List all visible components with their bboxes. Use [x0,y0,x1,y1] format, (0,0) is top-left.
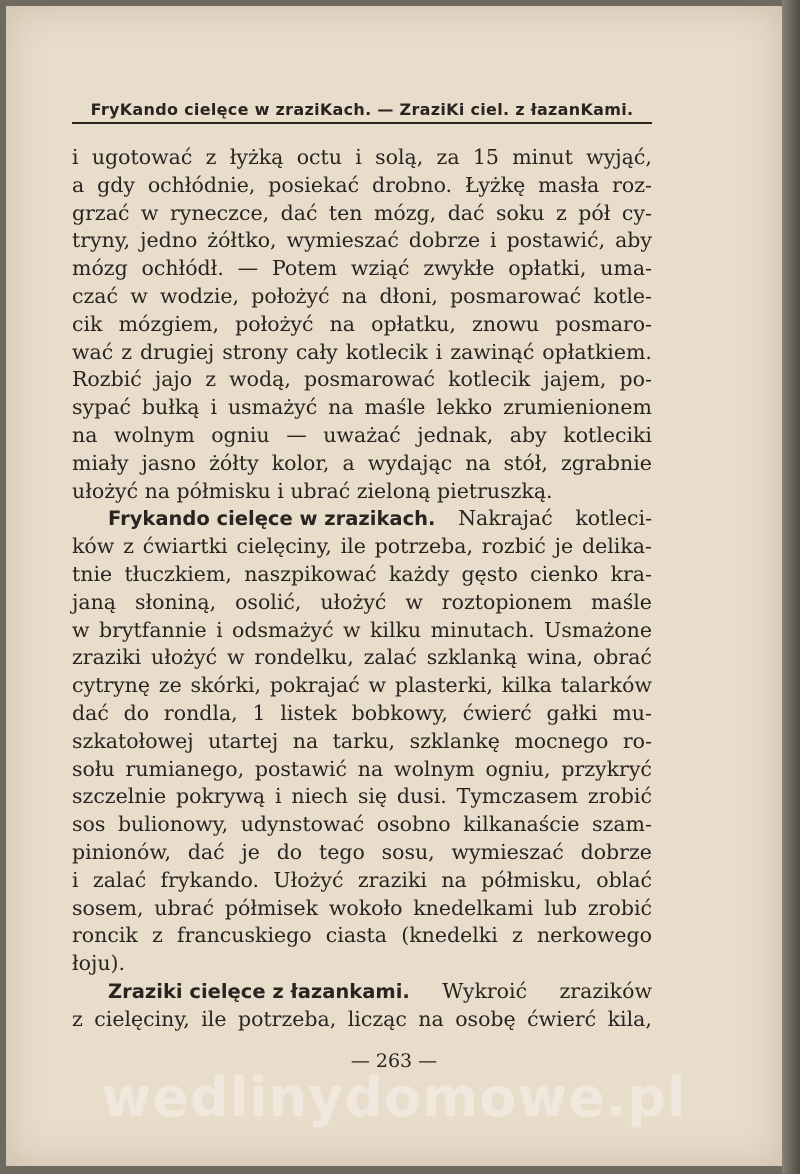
word: oblać [596,867,652,892]
word: wokoło [328,895,403,920]
word: każdy [388,561,450,586]
word: szczelnie [72,784,167,809]
text-line [72,756,652,784]
word: masła [538,172,600,197]
word: z [555,200,567,225]
text-line [72,839,652,867]
word: kotleciki [563,422,652,447]
text-line [72,589,652,617]
word: półmisek [224,895,319,920]
text-line [72,672,652,700]
word: przykryć [561,756,652,781]
word: za [436,145,460,169]
text-line [72,339,652,367]
word: aby [509,422,547,447]
word: ro- [622,728,652,753]
word: mu- [612,700,652,725]
word: w [226,645,245,670]
word: posmarować [303,367,436,392]
text-line [72,366,652,394]
word: znowu [472,311,540,336]
word: cały [295,339,338,364]
word: listek [280,700,337,725]
word: wyjąć, [586,145,652,169]
word: aby [615,228,652,253]
word: i [72,867,79,892]
word: dobrze [580,839,652,864]
word: uważać [323,422,401,447]
word: roztopionem [441,589,573,614]
word: kotlecik [345,339,428,364]
text-line [72,478,652,506]
word: rondelku, [254,645,354,670]
word: wodzie, [160,283,240,308]
word: Potem [271,256,338,281]
word: frykando. [160,867,259,892]
word: do [276,839,303,864]
word: kila, [607,1006,652,1031]
word: (knedelki [401,923,498,948]
word: słoniną, [134,589,217,614]
word: ćwierć [527,1006,597,1031]
word: tego [318,839,365,864]
word: żółtko, [207,228,277,253]
word: kilkanaście [463,812,580,837]
word: z [511,923,523,948]
word: bobkowy, [351,700,448,725]
word: osobę [455,1006,516,1031]
word: pinionów, [72,839,171,864]
word: lekko [436,395,493,420]
word: się [357,784,388,809]
word: tryny, [72,228,131,253]
text-line [72,394,652,422]
word: sosu, [381,839,435,864]
word: dać [447,200,485,225]
word: z [123,534,134,559]
word: ułożyć na półmisku i ubrać zieloną pietruszką. [72,478,553,503]
word: szklankę [409,728,500,753]
word: na [72,422,98,447]
word: je [554,534,574,559]
word: Usmażone [544,617,652,642]
word: posmarować [450,283,582,308]
word: usmażyć [227,395,318,420]
word: łyżką [229,145,284,169]
word: utartej [208,728,279,753]
word: zraziki [72,645,142,670]
word: minut [512,145,573,169]
word: potrzeba, [237,1006,337,1031]
word: ćwiartki [142,534,228,559]
word: na [441,867,467,892]
word: francuskiego [177,923,312,948]
word: dłoni, [379,283,438,308]
text-line [72,950,652,978]
text-line [72,922,652,950]
word: 1 [252,700,266,725]
text-line [72,283,652,311]
word: bulionowy, [117,812,229,837]
word: tnie [72,561,113,586]
text-line [72,1006,652,1034]
word: na [329,311,356,336]
word: ugotować [91,145,193,169]
word: opłatkiem. [542,339,652,364]
word: ubrać [154,895,215,920]
word: ochłódnie, [147,172,256,197]
text-line [72,422,652,450]
word: położyć [251,283,330,308]
word: gdy [97,172,135,197]
word: grzać [72,200,130,225]
text-line [72,200,652,228]
word: ile [201,1006,227,1031]
word: jednak, [417,422,494,447]
text-line [72,700,652,728]
word: wydając [367,450,453,475]
word: sołu [72,756,115,781]
word: bułką [141,395,200,420]
word: czać [72,283,118,308]
word: lub [544,895,578,920]
word: w [140,200,159,225]
word: na [328,395,354,420]
text-line [72,895,652,923]
text-line [72,811,652,839]
word: miały [72,450,129,475]
word: roz- [612,172,652,197]
word: i [490,228,497,253]
word: i [355,145,362,169]
text-line [72,561,652,589]
word: zrobić [587,895,652,920]
word: delika- [581,534,652,559]
page-number: — 263 — [350,1050,438,1072]
word: w [342,617,361,642]
text-line [72,227,652,255]
word: w [368,673,387,698]
word: postawić, [506,228,606,253]
word: cy- [621,200,652,225]
word: brytfannie [98,617,207,642]
word: na [341,283,368,308]
word: osolić, [235,589,302,614]
word: mózg [72,256,128,281]
word: po- [619,367,652,392]
word: jedno [140,228,198,253]
word: nerkowego [536,923,652,948]
word: rondla, [163,700,238,725]
word: i [72,145,79,169]
book-spine-edge [782,0,800,1174]
word: jajo [154,367,193,392]
book-page [6,6,782,1166]
word: soku [496,200,545,225]
word: dobrze [408,228,481,253]
text-line [72,450,652,478]
word: 15 [472,145,499,169]
word: kilka [501,673,552,698]
word: szkatołowej [72,728,194,753]
word: posiekać [268,172,360,197]
word: cienko [530,561,599,586]
word: ze [158,673,182,698]
word: położyć [235,311,314,336]
word: kotlecik [448,367,531,392]
word: ciasta [325,923,388,948]
word: w [72,617,90,642]
word: skórki, [190,673,262,698]
word: pół [578,200,611,225]
word: pokrywą [176,784,266,809]
word: tłuczkiem, [124,561,232,586]
word: uma- [600,256,652,281]
word: ków [72,534,115,559]
word: cielęciny, [236,534,332,559]
word: szam- [592,812,652,837]
word: kotle- [593,283,652,308]
paragraph-heading-line [72,505,652,533]
word: wziąć [350,256,410,281]
word: ułożyć [151,645,218,670]
word: i [216,617,223,642]
word: talarków [560,673,652,698]
word: knedelkami [413,895,534,920]
word: licząc [347,1006,407,1031]
word: zrobić [587,784,652,809]
word: — [237,256,259,281]
word: zalać [363,645,417,670]
word: je [241,839,260,864]
word: gęsto [461,561,518,586]
word: wymieszać [451,839,564,864]
word: dusi. [396,784,447,809]
watermark: wedlinydomowe.pl [101,1066,687,1129]
word: mocnego [514,728,609,753]
recipe-heading: Frykando cielęce w zrazikach. [108,507,436,531]
word: ogniu [211,422,270,447]
word: i [274,784,282,809]
word: i [435,339,443,364]
word: do [123,700,150,725]
word: ułożyć [320,589,387,614]
word: minutach. [430,617,535,642]
word: Tymczasem [456,784,578,809]
word: jajem, [543,367,607,392]
word: ten [328,200,363,225]
word: zwykłe [423,256,495,281]
word: rozbić [481,534,546,559]
word: a [72,172,85,197]
word: niech [291,784,348,809]
word: ryneczce, [169,200,270,225]
word: cytrynę [72,673,151,698]
word: Łyżkę [464,172,526,197]
word: obrać [592,645,652,670]
word: wina, [527,645,584,670]
word: z [152,923,163,948]
word: z [205,367,217,392]
word: jasno [141,450,197,475]
word: na [292,728,319,753]
word: sypać [72,395,131,420]
word: opłatku, [371,311,456,336]
running-header: FryKando cielęce w zraziKach. — ZraziKi ciel. z łazanKami. [90,100,634,119]
word: osobno [376,812,451,837]
word: dać [280,200,318,225]
word: z [205,145,217,169]
word: wać [72,339,114,364]
word: gałki [546,700,598,725]
text-line [72,311,652,339]
text-line [72,144,652,172]
word: maśle [364,395,426,420]
word: dać [72,700,109,725]
word: dać [187,839,225,864]
word: zrazików [559,978,652,1003]
word: cik [72,311,103,336]
word: mózg, [373,200,437,225]
word: cielęciny, [94,1006,190,1031]
word: tarku, [332,728,396,753]
word: Ułożyć [273,867,344,892]
word: w [130,283,148,308]
word: stół, [503,450,548,475]
word: zawinąć [450,339,535,364]
word: Rozbić [72,367,142,392]
text-line [72,172,652,200]
word: ile [340,534,366,559]
word: ochłódł. [141,256,224,281]
word: półmisku, [481,867,582,892]
body-text [72,144,652,1034]
word: solą, [375,145,424,169]
text-line [72,533,652,561]
text-line [72,867,652,895]
text-line [72,255,652,283]
word: kilku [369,617,422,642]
word: posmaro- [555,311,652,336]
word: ćwierć [462,700,532,725]
word: opłatki, [508,256,587,281]
header-rule [72,122,652,124]
word: na [465,450,491,475]
word: łoju). [72,951,126,976]
word: maśle [591,589,652,614]
text-line [72,783,652,811]
word: octu [296,145,342,169]
word: a [342,450,355,475]
word: na [418,1006,444,1031]
text-line [72,728,652,756]
word: ogniu, [485,756,551,781]
word: zalać [92,867,147,892]
paragraph-heading-line [72,978,652,1006]
word: sosem, [72,895,144,920]
word: roncik [72,923,138,948]
word: naszpikować [244,561,377,586]
word: na [357,756,384,781]
text-line [72,617,652,645]
word: kotleci- [575,506,652,531]
recipe-heading: Zraziki cielęce z łazankami. [108,979,410,1003]
word: zrumienionem [503,395,652,420]
word: odsmażyć [232,617,334,642]
word: wolnym [394,756,475,781]
word: janą [72,589,117,614]
word: wodą, [229,367,291,392]
word: potrzeba, [374,534,473,559]
word: — [286,422,307,447]
word: Nakrajać [458,506,553,531]
word: wymieszać [286,228,399,253]
word: wolnym [113,422,195,447]
word: z [72,1006,83,1031]
word: z [121,339,133,364]
word: kra- [610,561,652,586]
word: i [210,395,217,420]
word: zraziki [357,867,427,892]
word: Wykroić [442,978,528,1003]
word: szklanką [426,645,518,670]
word: strony [222,339,288,364]
word: kolor, [271,450,330,475]
word: rumianego, [125,756,245,781]
word: postawić [254,756,347,781]
word: sos [72,812,106,837]
word: drobno. [371,172,453,197]
word: udynstować [240,812,365,837]
word: żółty [209,450,259,475]
word: zgrabnie [560,450,652,475]
text-line [72,644,652,672]
word: w [405,589,423,614]
word: mózgiem, [118,311,219,336]
word: plasterki, [394,673,493,698]
word: pokrajać [269,673,360,698]
word: drugiej [139,339,215,364]
